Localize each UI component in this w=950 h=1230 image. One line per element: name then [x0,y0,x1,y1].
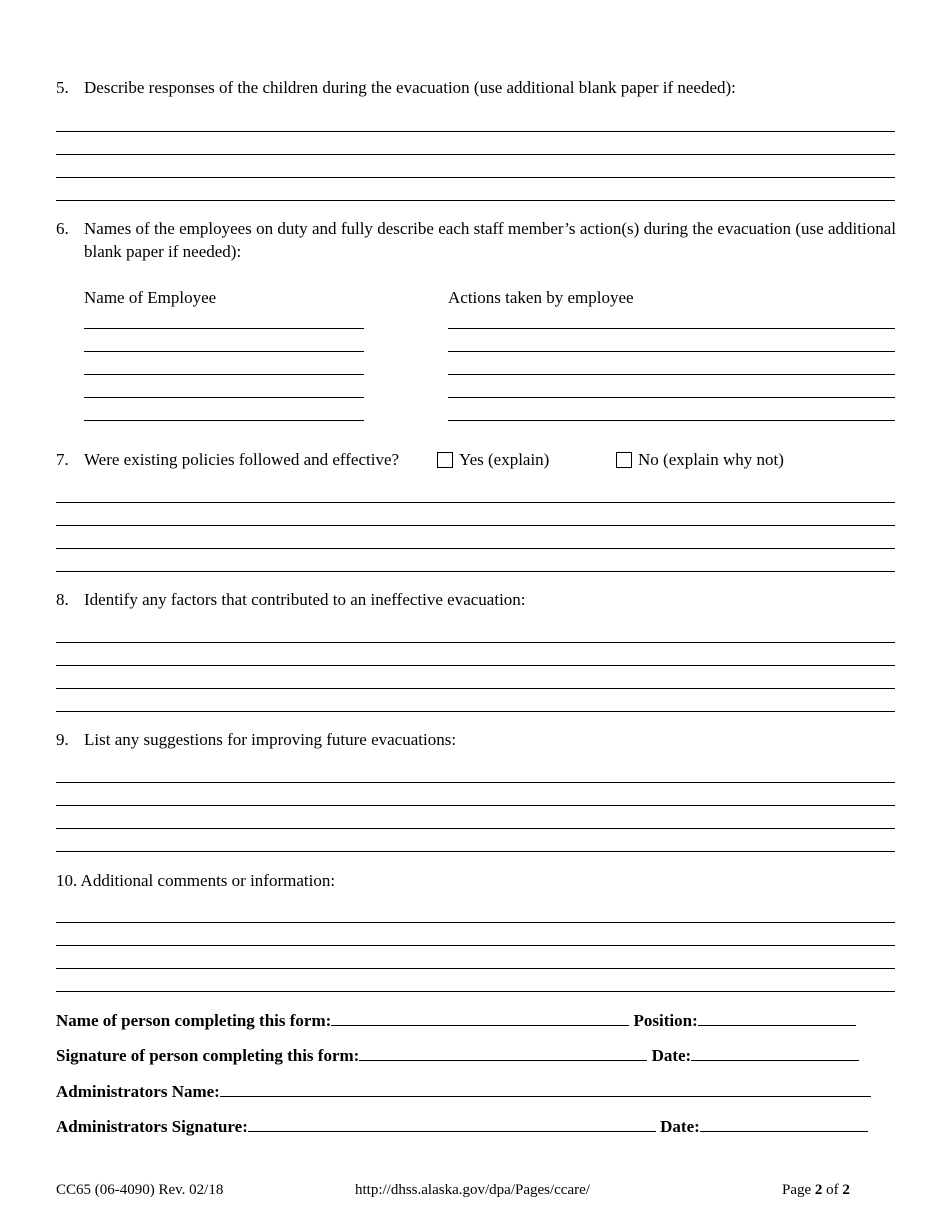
date-label: Date: [651,1046,692,1065]
question-text: List any suggestions for improving future evacuations: [84,730,457,749]
employee-action-line[interactable] [448,351,895,352]
employee-name-line[interactable] [84,328,364,329]
form-id: CC65 (06-4090) Rev. 02/18 [56,1182,224,1198]
admin-signature-row [56,1116,896,1138]
completer-name-label: Name of person completing this form: [56,1011,332,1030]
page-prefix: Page [782,1182,812,1198]
completer-name-field[interactable] [331,1010,629,1026]
completer-date-field[interactable] [691,1045,859,1061]
answer-line[interactable] [56,945,895,946]
answer-line[interactable] [56,828,895,829]
question-text: Describe responses of the children during the evacuation (use additional blank paper if needed): [84,78,736,97]
question-number: 6. [56,219,69,238]
answer-line[interactable] [56,688,895,689]
completer-signature-label: Signature of person completing this form: [56,1046,360,1065]
no-checkbox[interactable] [616,452,632,468]
page-current: 2 [814,1182,823,1198]
answer-line[interactable] [56,922,895,923]
no-label: No (explain why not) [638,450,784,469]
question-number: 9. [56,730,69,749]
answer-line[interactable] [56,851,895,852]
question-number: 5. [56,78,69,97]
employee-action-line[interactable] [448,420,895,421]
question-number: 7. [56,450,69,469]
answer-line[interactable] [56,665,895,666]
admin-name-label: Administrators Name: [56,1082,220,1101]
employee-action-line[interactable] [448,397,895,398]
completer-signature-field[interactable] [359,1045,647,1061]
answer-line[interactable] [56,177,895,178]
employee-action-line[interactable] [448,374,895,375]
question-text: Names of the employees on duty and fully describe each staff member’s action(s) during the evacuation (use additional blank paper if needed): [84,219,896,261]
answer-line[interactable] [56,991,895,992]
admin-name-field[interactable] [220,1081,871,1097]
no-option[interactable] [616,448,784,471]
question-10 [56,869,896,892]
admin-signature-field[interactable] [248,1116,656,1132]
page-of: of [826,1182,839,1198]
answer-line[interactable] [56,642,895,643]
employee-action-line[interactable] [448,328,895,329]
yes-option[interactable] [437,448,549,471]
question-text: Identify any factors that contributed to an ineffective evacuation: [84,590,526,609]
admin-signature-label: Administrators Signature: [56,1117,248,1136]
answer-line[interactable] [56,154,895,155]
answer-line[interactable] [56,525,895,526]
employee-actions-header: Actions taken by employee [448,288,634,307]
answer-line[interactable] [56,968,895,969]
employee-name-line[interactable] [84,397,364,398]
answer-line[interactable] [56,548,895,549]
question-8 [56,588,896,611]
page-number [782,1180,850,1200]
completer-name-row [56,1010,896,1032]
question-number: 8. [56,590,69,609]
answer-line[interactable] [56,571,895,572]
position-label: Position: [633,1011,698,1030]
employee-name-line[interactable] [84,420,364,421]
question-text: Were existing policies followed and effective? [84,450,400,469]
admin-date-field[interactable] [700,1116,868,1132]
question-text: 10. Additional comments or information: [56,871,336,890]
question-9 [56,728,896,751]
answer-line[interactable] [56,200,895,201]
answer-line[interactable] [56,805,895,806]
yes-label: Yes (explain) [459,450,550,469]
answer-line[interactable] [56,131,895,132]
completer-signature-row [56,1045,896,1067]
admin-name-row [56,1081,896,1103]
employee-name-header: Name of Employee [84,288,217,307]
position-field[interactable] [698,1010,856,1026]
date-label: Date: [660,1117,700,1136]
employee-name-line[interactable] [84,374,364,375]
answer-line[interactable] [56,502,895,503]
answer-line[interactable] [56,711,895,712]
question-6 [56,217,896,263]
answer-line[interactable] [56,782,895,783]
footer-url[interactable]: http://dhss.alaska.gov/dpa/Pages/ccare/ [355,1182,590,1198]
yes-checkbox[interactable] [437,452,453,468]
employee-name-line[interactable] [84,351,364,352]
page-total: 2 [842,1182,850,1198]
question-5 [56,76,896,99]
